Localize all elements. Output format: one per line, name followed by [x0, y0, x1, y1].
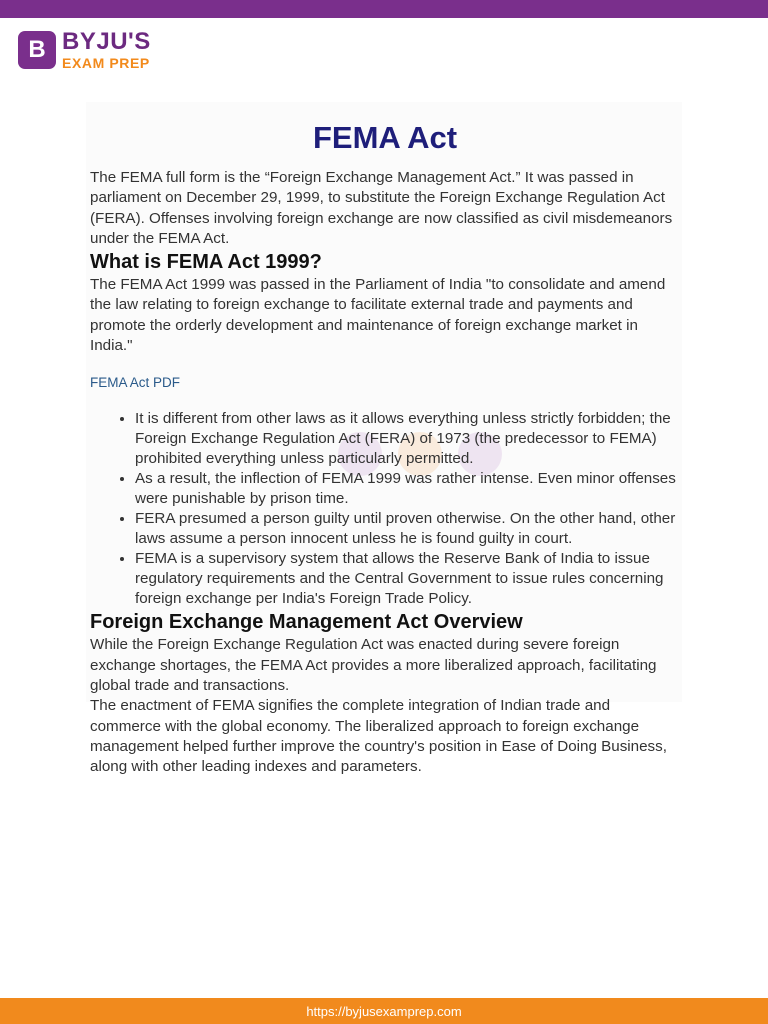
document-title: FEMA Act — [312, 120, 458, 155]
bullet-list — [90, 409, 680, 609]
bullet-item: • It is different from other laws as it allows everything unless strictly forbidden; the Foreign Exchange Regulation Act (FERA) of 1973 (the predecessor to FEMA) prohibited everything unless particularly permitted. — [135, 409, 680, 469]
fema-act-pdf-link[interactable]: FEMA Act PDF — [90, 375, 181, 391]
logo-subtitle: EXAM PREP — [62, 55, 150, 71]
bullet-item: • As a result, the inflection of FEMA 1999 was rather intense. Even minor offenses were punishable by prison time. — [135, 469, 680, 509]
footer-bar — [0, 998, 768, 1024]
bullet-item: • FEMA is a supervisory system that allows the Reserve Bank of India to issue regulatory requirements and the Central Government to issue rules concerning foreign exchange per India's Foreign Trade Policy. — [135, 549, 680, 609]
logo-text — [62, 30, 151, 70]
section-heading-what-is-fema: What is FEMA Act 1999? — [90, 251, 322, 274]
byjus-logo-mark: B — [18, 31, 56, 69]
overview-paragraph-2: The enactment of FEMA signifies the complete integration of Indian trade and commerce with the global economy. The liberalized approach to foreign exchange management helped further improve the country's position in Ease of Doing Business, along with other leading indexes and parameters. — [90, 697, 667, 776]
top-accent-bar — [0, 0, 768, 18]
overview-paragraph-1: While the Foreign Exchange Regulation Act was enacted during severe foreign exchange shortages, the FEMA Act provides a more liberalized approach, facilitating global trade and transactions. — [90, 636, 657, 694]
section-heading-overview: Foreign Exchange Management Act Overview — [90, 611, 523, 634]
document-content — [90, 112, 680, 777]
section1-paragraph: The FEMA Act 1999 was passed in the Parliament of India "to consolidate and amend the law relating to foreign exchange to facilitate external trade and payments and promote the orderly development and maintenance of foreign exchange market in India." — [90, 276, 666, 355]
bullet-item: • FERA presumed a person guilty until proven otherwise. On the other hand, other laws assume a person innocent unless he is found guilty in court. — [135, 509, 680, 549]
byjus-logo — [18, 30, 151, 70]
footer-url-link[interactable]: https://byjusexamprep.com — [306, 1003, 462, 1019]
intro-paragraph: The FEMA full form is the “Foreign Exchange Management Act.” It was passed in parliament on December 29, 1999, to substitute the Foreign Exchange Regulation Act (FERA). Offenses involving foreign exchange are now classified as civil misdemeanors under the FEMA Act. — [90, 169, 673, 247]
logo-brand: BYJU'S — [62, 28, 151, 55]
